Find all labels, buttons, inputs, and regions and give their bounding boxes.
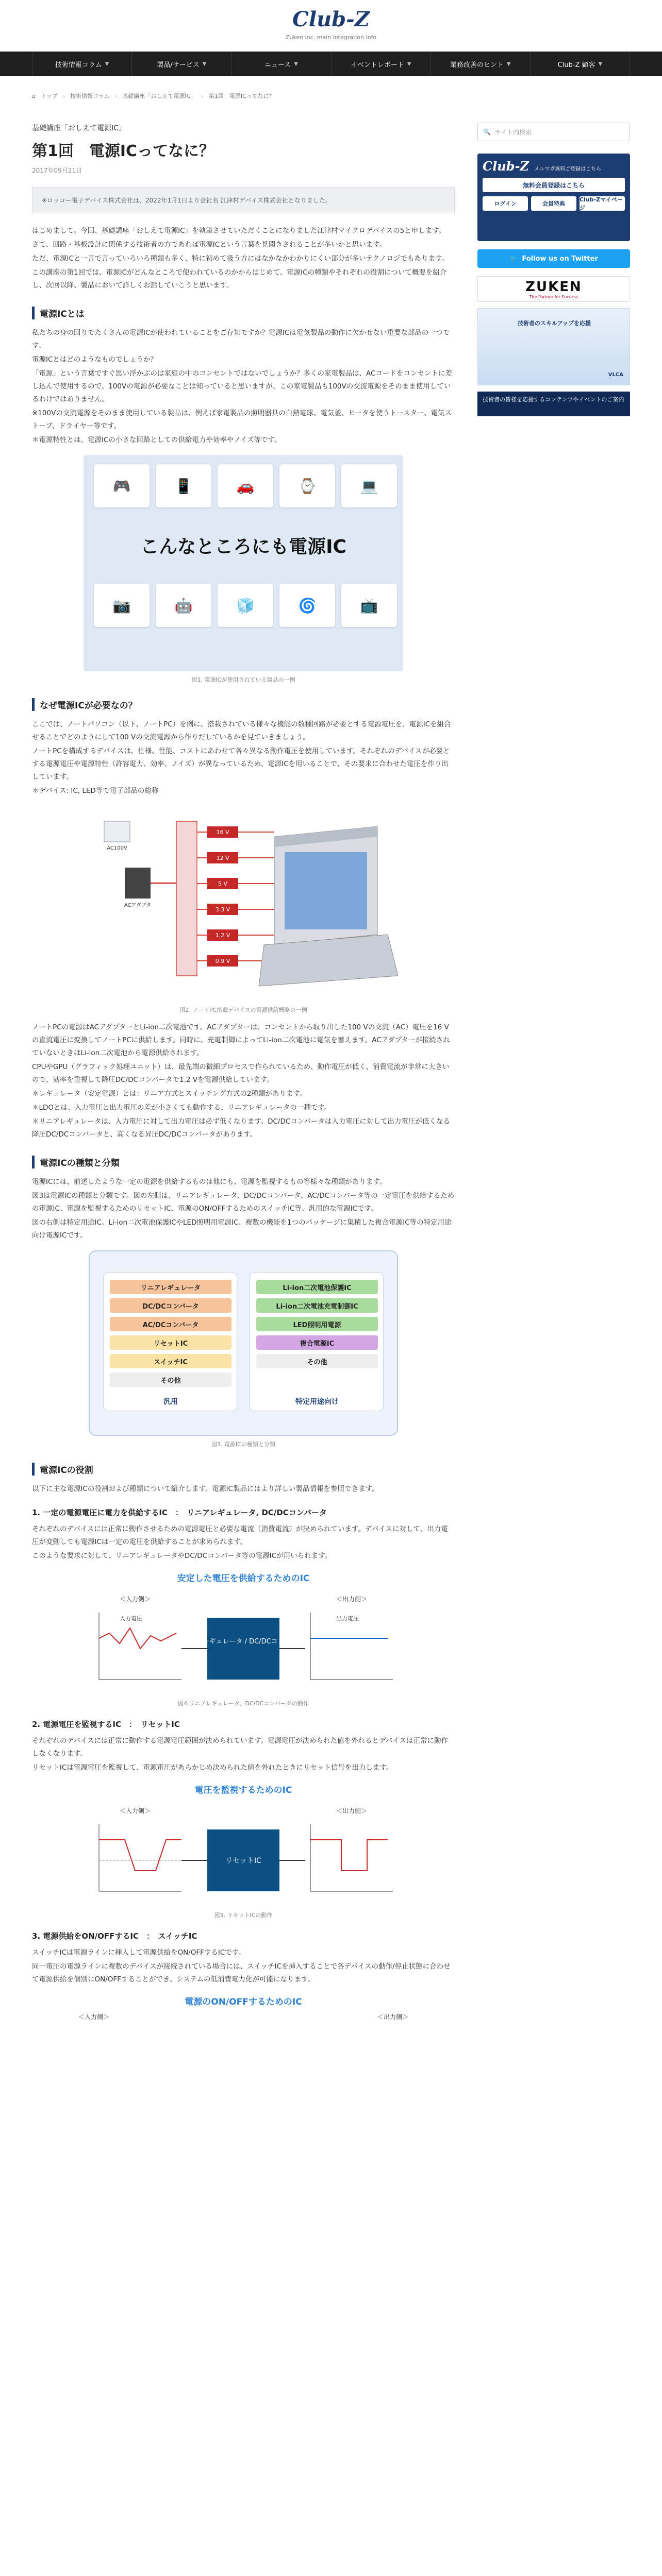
specific-purpose-column bbox=[250, 1272, 384, 1411]
notice-box: ※ロッコー電子デバイス株式会社は、2022年1月1日より会社名 江津村デバイス株式会社となりました。 bbox=[32, 187, 455, 213]
label-v2: 12 V bbox=[216, 855, 229, 861]
member-benefits-button[interactable]: 会員特典 bbox=[531, 196, 576, 211]
section-paragraph: スイッチICは電源ラインに挿入して電源供給をON/OFFするICです。 bbox=[32, 1948, 245, 1957]
type-block: Li-ion二次電池保護IC bbox=[256, 1280, 378, 1294]
sidebar bbox=[477, 123, 630, 416]
search-icon: 🔍 bbox=[483, 128, 491, 135]
label-ac: AC100V bbox=[107, 845, 127, 851]
nav-item-event-report[interactable]: イベントレポート ▼ bbox=[331, 52, 431, 76]
site-header bbox=[0, 0, 662, 52]
home-icon[interactable]: ⌂ bbox=[32, 92, 36, 99]
section-paragraph: CPUやGPU（グラフィック処理ユニット）は、最先端の微細プロセスで作られているため、動作電圧が低く、消費電流が非常に大きいので、効率を重視して降圧DC/DCコンバータで1.2 Vを電源供給しています。 bbox=[32, 1063, 450, 1084]
type-block: AC/DCコンバータ bbox=[110, 1317, 231, 1331]
type-block: リセットIC bbox=[110, 1335, 231, 1350]
section-paragraph: 電源ICには、前述したような一定の電源を供給するものは他にも、電源を監視するもの等様々な種類があります。 bbox=[32, 1178, 387, 1186]
twitter-follow-button[interactable]: 🐦 Follow us on Twitter bbox=[477, 249, 630, 268]
breadcrumb-home[interactable]: トップ bbox=[40, 93, 58, 99]
section-paragraph: ＊レギュレータ（安定電源）とは：リニア方式とスイッチング方式の2種類があります。 bbox=[32, 1090, 307, 1098]
section-heading: 電源ICの役割 bbox=[32, 1463, 455, 1476]
section-paragraph: 電源ICとはどのようなものでしょうか？ bbox=[32, 355, 157, 364]
section-paragraph: ＊LDOとは、入力電圧と出力電圧の差が小さくても動作する、リニアレギュレータの一種です。 bbox=[32, 1104, 332, 1112]
subsection-heading: 2. 電源電圧を監視するIC ： リセットIC bbox=[32, 1720, 180, 1729]
type-block: リニアレギュレータ bbox=[110, 1280, 231, 1294]
label-v5: 1.2 V bbox=[215, 932, 230, 939]
zuken-tagline: The Partner for Success bbox=[529, 294, 578, 299]
gamepad-icon: 🎮 bbox=[94, 464, 150, 507]
section-paragraph: リセットICは電源電圧を監視して、電源電圧があらかじめ決められた値を外れたときにリセット信号を出力します。 bbox=[32, 1764, 393, 1772]
section-heading: 電源ICとは bbox=[32, 307, 455, 319]
intro-paragraph: この講座の第1回では、電源ICがどんなところで使われているのかからはじめて、電源ICの種類やそれぞれの役割について概要を紹介し、次回以降、製品において詳しくお話していこうと思います。 bbox=[32, 268, 447, 290]
type-block: DC/DCコンバータ bbox=[110, 1298, 231, 1313]
clubz-tag: メルマガ無料ご登録はこちら bbox=[534, 166, 602, 172]
figure-ic-types bbox=[89, 1250, 398, 1436]
zuken-logo: ZUKEN bbox=[525, 279, 582, 295]
article-category[interactable]: 基礎講座「おしえて電源IC」 bbox=[32, 124, 126, 132]
section-paragraph: ＊リニアレギュレータは、入力電圧に対して出力電圧は必ず低くなります。DC/DCコンバータは入力電圧に対して出力電圧が低くなる降圧DC/DCコンバータと、高くなる昇圧DC/DCコンバータがあります。 bbox=[32, 1117, 450, 1139]
watch-icon: ⌚ bbox=[279, 464, 335, 507]
section-heading: 電源ICの種類と分類 bbox=[32, 1156, 455, 1168]
section-paragraph: ＊デバイス: IC, LED等で電子部品の総称 bbox=[32, 787, 159, 795]
subsection-heading: 1. 一定の電源電圧に電力を供給するIC ： リニアレギュレータ, DC/DCコンバータ bbox=[32, 1508, 327, 1517]
nav-item-business-tips[interactable]: 業務改善のヒント ▼ bbox=[431, 52, 530, 76]
clubz-brand: Club-Z bbox=[483, 159, 529, 174]
nav-item-tech-column[interactable]: 技術情報コラム ▼ bbox=[32, 52, 131, 76]
promo-banner[interactable] bbox=[477, 308, 630, 385]
breadcrumb bbox=[32, 91, 455, 101]
figure-caption: 図5. リセットICの動作 bbox=[214, 1912, 273, 1919]
section-heading: なぜ電源ICが必要なの？ bbox=[32, 698, 455, 711]
subsection-heading: 3. 電源供給をON/OFFするIC ： スイッチIC bbox=[32, 1931, 197, 1941]
chevron-down-icon: ▼ bbox=[105, 61, 109, 67]
site-logo[interactable]: Club-Z bbox=[292, 7, 370, 31]
global-nav bbox=[0, 52, 662, 76]
type-block: その他 bbox=[110, 1372, 231, 1387]
phone-icon: 📱 bbox=[156, 464, 211, 507]
breadcrumb-separator-icon: › bbox=[201, 92, 204, 99]
label-v1: 16 V bbox=[216, 829, 229, 836]
output-side-label: ＜出力側＞ bbox=[336, 1596, 368, 1603]
robot-icon: 🤖 bbox=[156, 584, 211, 627]
promo-banner-text: 技術者のスキルアップを応援 bbox=[517, 320, 591, 327]
type-block: 複合電源IC bbox=[256, 1335, 378, 1350]
figure-caption: 図2. ノートPC搭載デバイスの電源供給概略の一例 bbox=[179, 1007, 307, 1013]
nav-item-news[interactable]: ニュース ▼ bbox=[231, 52, 330, 76]
breadcrumb-separator-icon: › bbox=[62, 92, 65, 99]
car-icon: 🚗 bbox=[218, 464, 273, 507]
section-paragraph: 図3は電源ICの種類と分類です。図の左側は、リニアレギュレータ、DC/DCコンバータ、AC/DCコンバータ等の一定電圧を供給するための電源IC、電源を監視するためのリセットIC、電源のON/OFFするためのスイッチIC等、汎用的な電源ICです。 bbox=[32, 1192, 455, 1213]
column-title: 特定用途向け bbox=[295, 1398, 339, 1406]
section-paragraph: このような要求に対して、リニアレギュレータやDC/DCコンバータ等の電源ICが用いられます。 bbox=[32, 1552, 332, 1560]
washer-icon: 🌀 bbox=[279, 584, 335, 627]
dark-promo-banner[interactable]: 技術者の皆様を応援するコンテンツやイベントのご案内 bbox=[477, 392, 630, 416]
column-title: 汎用 bbox=[163, 1398, 178, 1406]
intro-paragraph: さて、回路・基板設計に関係する技術者の方であれば電源ICという言葉を見聞きされることが多いかと思います。 bbox=[32, 241, 387, 249]
output-side-label: ＜出力側＞ bbox=[336, 1807, 368, 1815]
clubz-member-box bbox=[477, 154, 630, 241]
figure-caption: 図1. 電源ICが使用されている製品の一例 bbox=[191, 676, 295, 683]
input-side-label: ＜入力側＞ bbox=[119, 1807, 151, 1815]
section-paragraph: 同一電圧の電源ラインに複数のデバイスが接続されている場合には、スイッチICを挿入することで各デバイスの動作/停止状態に合わせて電源供給を個別にON/OFFすることができ、システムの低消費電力化が可能になります。 bbox=[32, 1962, 451, 1984]
figure-regulator bbox=[78, 1592, 408, 1695]
section-paragraph: 「電源」という言葉ですぐ思い浮かぶのは家庭の中のコンセントではないでしょうか？多くの家電製品は、ACコードをコンセントに差し込んで使用するので、100Vの電源が必要なことは知っていると思いますが、この家電製品も100Vの交流電源をそのまま使用しているわけではありません。 bbox=[32, 369, 452, 403]
section-paragraph: ノートPCの電源はACアダプターとLi-ion二次電池です。ACアダプターは、コンセントから取り出した100 Vの交流（AC）電圧を16 Vの直流電圧に変換してノートPCに供給します。同時に、充電制御によってLi-ion二次電池に電気を蓄えます。ACアダプターが接続されていないときはLi-ion二次電池から電源供給されます。 bbox=[32, 1023, 450, 1057]
section-paragraph: それぞれのデバイスには正常に動作する電源電圧範囲が決められています。電源電圧が決められた値を外れるとデバイスは正常に動作しなくなります。 bbox=[32, 1737, 449, 1758]
output-side-label: ＜出力側＞ bbox=[377, 2013, 408, 2021]
article bbox=[32, 123, 455, 2021]
figure-products bbox=[84, 455, 403, 671]
reset-chip-label: リセットIC bbox=[225, 1857, 261, 1865]
diagram-title: 電源のON/OFFするためのIC bbox=[185, 1997, 302, 2007]
page-title: 第1回 電源ICってなに？ bbox=[32, 142, 215, 160]
intro-paragraph: はじめまして。今回、基礎講座「おしえて電源IC」を執筆させていただくことになりました江津村マイクロデバイスの5と申します。 bbox=[32, 227, 446, 235]
breadcrumb-current: 第1回 電源ICってなに？ bbox=[208, 93, 275, 99]
figure-reset bbox=[78, 1804, 408, 1907]
type-block: その他 bbox=[256, 1354, 378, 1368]
chevron-down-icon: ▼ bbox=[407, 61, 411, 67]
nav-item-clubz[interactable]: Club-Z 顧客 ▼ bbox=[530, 52, 630, 76]
diagram-title: 電圧を監視するためのIC bbox=[194, 1785, 292, 1795]
search-placeholder: サイト内検索 bbox=[494, 128, 532, 136]
type-block: スイッチIC bbox=[110, 1354, 231, 1368]
search-input[interactable] bbox=[477, 123, 630, 141]
input-voltage-label: 入力電圧 bbox=[120, 1615, 142, 1622]
output-voltage-label: 出力電圧 bbox=[336, 1615, 359, 1622]
section-paragraph: 私たちの身の回りでたくさんの電源ICが使われていることをご存知ですか？電源ICは電気製品の動作に欠かせない重要な部品の一つです。 bbox=[32, 329, 450, 350]
section-paragraph: ※100Vの交流電源をそのまま使用している製品は、例えば家電製品の照明器具の白熱電球、電気釜、ヒータを使うトースター、電気ストーブ、ドライヤー等です。 bbox=[32, 409, 452, 430]
fridge-icon: 🧊 bbox=[218, 584, 273, 627]
diagram-title: 安定した電圧を供給するためのIC bbox=[177, 1573, 310, 1584]
promo-banner-logo: VLCA bbox=[608, 372, 623, 378]
type-block: LED照明用電源 bbox=[256, 1317, 378, 1331]
type-block: Li-ion二次電池充電制御IC bbox=[256, 1298, 378, 1313]
label-adapter: ACアダプタ bbox=[124, 903, 152, 908]
tv-icon: 📺 bbox=[341, 584, 397, 627]
regulator-chip-label: リニアレギュレータ / DC/DCコンバータ bbox=[183, 1638, 304, 1646]
login-button[interactable]: ログイン bbox=[483, 196, 528, 211]
label-v4: 3.3 V bbox=[215, 906, 230, 913]
mypage-button[interactable]: Club-Zマイページ bbox=[580, 196, 625, 211]
figure-notepc-power bbox=[89, 806, 398, 1002]
chevron-down-icon: ▼ bbox=[202, 61, 207, 67]
switch-diagram-labels bbox=[78, 2012, 408, 2021]
register-button[interactable]: 無料会員登録はこちら bbox=[483, 178, 625, 192]
input-side-label: ＜入力側＞ bbox=[78, 2013, 110, 2021]
general-purpose-column bbox=[103, 1272, 237, 1411]
breadcrumb-separator-icon: › bbox=[114, 92, 118, 99]
zuken-banner[interactable] bbox=[477, 276, 630, 302]
camera-icon: 📷 bbox=[94, 584, 150, 627]
section-paragraph: ＊電源特性とは、電源ICの小さな回路としての供給電力や効率やノイズ等です。 bbox=[32, 436, 282, 444]
breadcrumb-series[interactable]: 基礎講座「おしえて電源IC」 bbox=[122, 93, 196, 99]
site-subtitle: Zuken inc. main integration info bbox=[285, 34, 377, 41]
twitter-icon: 🐦 bbox=[509, 255, 518, 263]
label-v3: 5 V bbox=[218, 880, 228, 887]
section-paragraph: それぞれのデバイスには正常に動作させるための電源電圧と必要な電流（消費電流）が決められています。デバイスに対して、出力電圧が変動しても電源ICは一定の電圧を供給することが求められます。 bbox=[32, 1525, 448, 1546]
figure-banner: こんなところにも電源IC bbox=[140, 536, 346, 557]
input-side-label: ＜入力側＞ bbox=[119, 1596, 151, 1603]
chevron-down-icon: ▼ bbox=[598, 61, 603, 67]
laptop-icon: 💻 bbox=[341, 464, 397, 507]
intro-paragraph: ただ、電源ICと一言で言っていろいろ種類も多く、特に初めて扱う方にはなかなかわかりにくい部分が多いテクノロジでもあります。 bbox=[32, 255, 449, 263]
section-paragraph: 以下に主な電源ICの役割および種類について紹介します。電源IC製品にはより詳しい製品情報を参照できます。 bbox=[32, 1485, 379, 1493]
label-v6: 0.9 V bbox=[215, 958, 230, 964]
section-paragraph: 図の右側は特定用途IC。Li-ion二次電池保護ICやLED照明用電源IC、複数の機能を1つのパッケージに集積した複合電源IC等の特定用途向け電源ICです。 bbox=[32, 1218, 452, 1240]
section-paragraph: ノートPCを構成するデバイスは、仕様、性能、コストにあわせて各々異なる動作電圧を使用しています。それぞれのデバイスが必要とする電源電圧や電源特性（許容電力、効率、ノイズ）が異なっているため、電源ICを用いることで、その要求に合わせた電圧を作り出しています。 bbox=[32, 747, 450, 781]
section-paragraph: ここでは、ノートパソコン（以下、ノートPC）を例に、搭載されている様々な機能の数種回路が必要とする電源電圧を、電源ICを組合せることでどのようにして100 Vの交流電源から作りだしているかを見ていきましょう。 bbox=[32, 720, 451, 741]
article-date: 2017年09月21日 bbox=[32, 167, 82, 174]
chevron-down-icon: ▼ bbox=[506, 61, 511, 67]
figure-caption: 図4.リニアレギュレータ、DC/DCコンバータの動作 bbox=[178, 1700, 309, 1707]
figure-caption: 図3. 電源ICの種類と分類 bbox=[211, 1441, 275, 1448]
chevron-down-icon: ▼ bbox=[294, 61, 298, 67]
breadcrumb-column[interactable]: 技術情報コラム bbox=[70, 93, 110, 99]
nav-item-products[interactable]: 製品/サービス ▼ bbox=[131, 52, 231, 76]
